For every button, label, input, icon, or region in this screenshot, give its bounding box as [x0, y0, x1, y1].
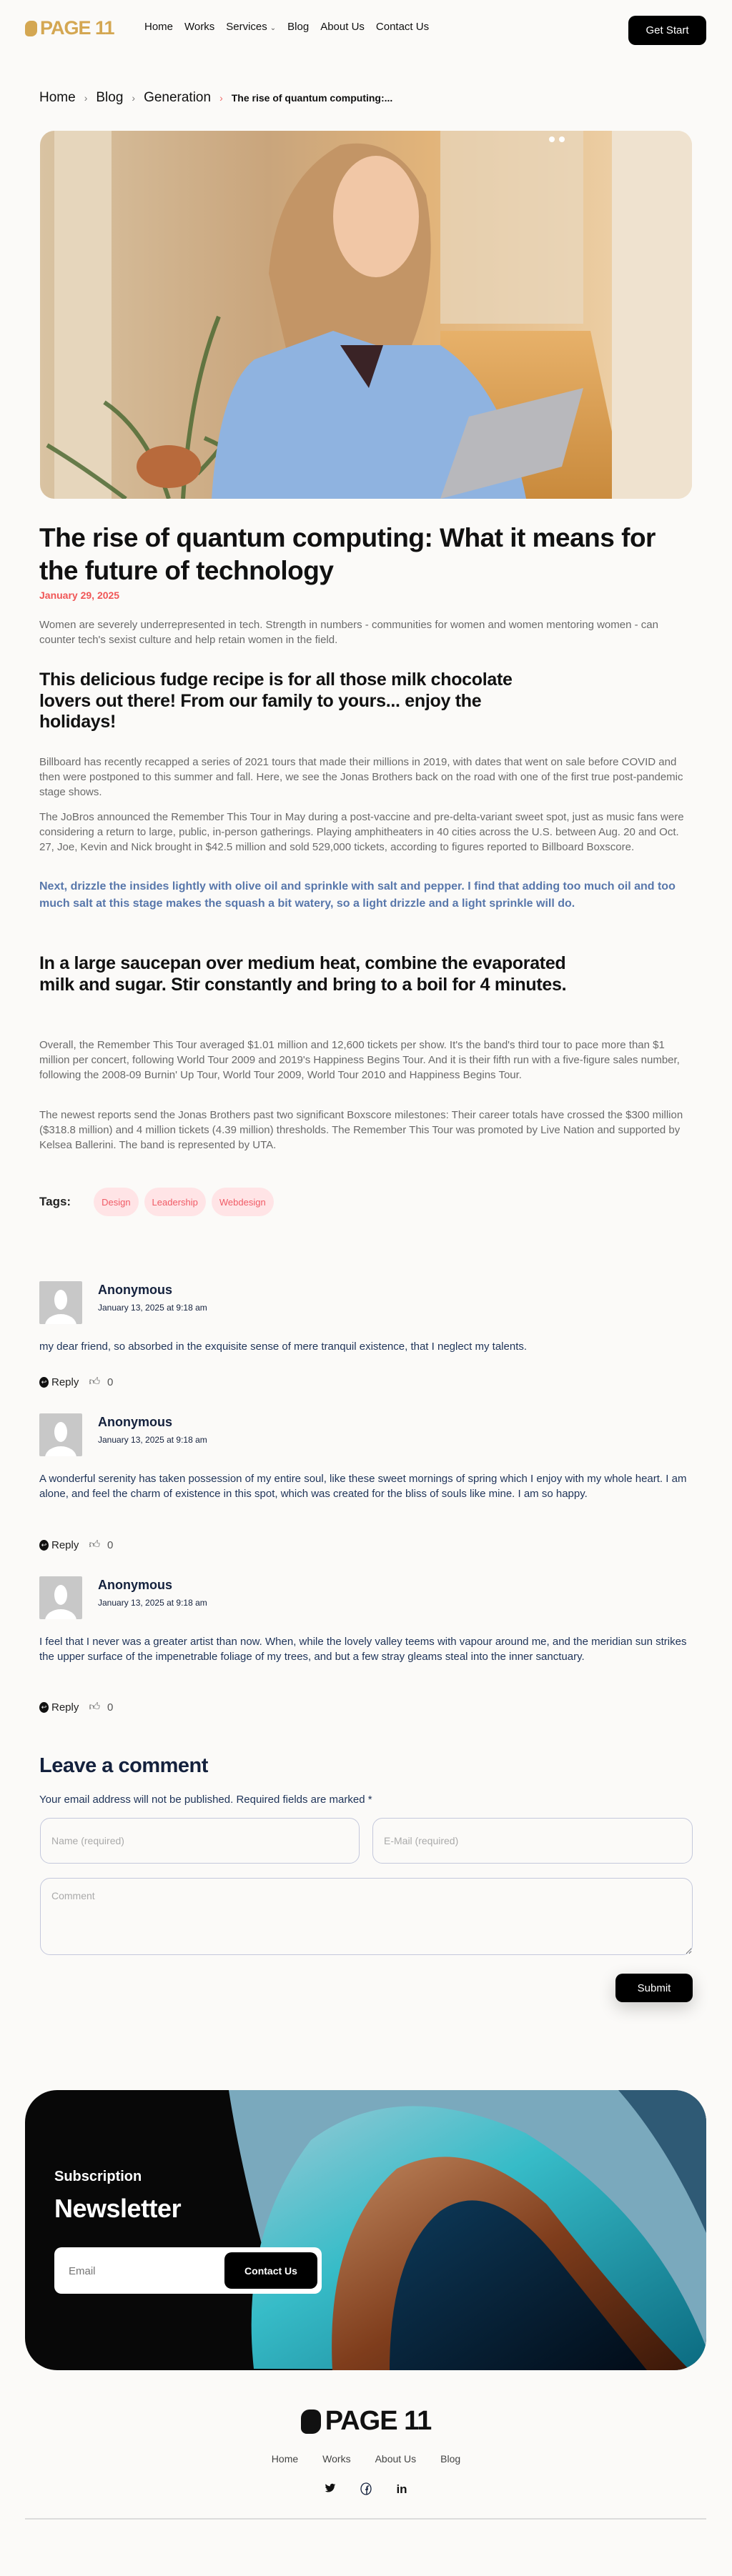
reply-icon: ↩: [39, 1377, 49, 1388]
comment-text: I feel that I never was a greater artist than now. When, while the lovely valley teems with vapour around me, and the meridian sun strikes the upper surface of the impenetrable foliage of my trees, and but a few stray gleams steal into the inner sanctuary.: [39, 1636, 687, 1663]
avatar: [39, 1576, 82, 1619]
article-heading-2: In a large saucepan over medium heat, combine the evaporated milk and sugar. Stir constantly and bring to a boil for 4 minutes.: [39, 953, 567, 995]
submit-button[interactable]: Submit: [615, 1974, 693, 2002]
nav-home[interactable]: Home: [144, 21, 174, 33]
tags: [39, 1188, 274, 1216]
footer-logo[interactable]: PAGE 11: [0, 2406, 732, 2437]
social-links: [0, 2482, 732, 2499]
article-paragraph: Billboard has recently recapped a series of 2021 tours that made their millions in 2019, with dates that went on sale before COVID and then were postponed to this summer and fall. Here, we see the Jonas Brothers back on the road with one of the first true post-pandemic stage shows.: [39, 756, 683, 798]
thumbs-up-icon: 👍︎: [89, 1376, 101, 1388]
footer-nav-home[interactable]: Home: [271, 2453, 299, 2465]
email-input[interactable]: [372, 1818, 693, 1864]
newsletter-form: [54, 2247, 322, 2294]
nav-blog[interactable]: Blog: [287, 21, 310, 33]
like-button[interactable]: 👍︎ 0: [89, 1376, 114, 1388]
comment-actions: [39, 1538, 113, 1551]
chevron-down-icon: ⌄: [269, 24, 277, 32]
article-paragraph: The newest reports send the Jonas Brothers past two significant Boxscore milestones: Their career totals have crossed the $300 million ($318.8 million) and 4 million tickets (4.39 million) thresholds. The Remember This Tour was promoted by Live Nation and supported by Kelsea Ballerini. The band is represented by UTA.: [39, 1109, 683, 1151]
chevron-right-icon: ›: [132, 92, 136, 104]
comment-text: my dear friend, so absorbed in the exquisite sense of mere tranquil existence, that I neglect my talents.: [39, 1341, 528, 1353]
newsletter-section: [25, 2090, 706, 2370]
tag-webdesign[interactable]: Webdesign: [212, 1188, 274, 1216]
article-paragraph: Overall, the Remember This Tour averaged $1.01 million and 12,600 tickets per show. It's the band's third tour to pace more than $1 million per concert, following World Tour 2009 and 2019's Happiness Begins Tour. And it is their fifth run with a five-figure sales number, following the 2008-09 Burnin' Up Tour, World Tour 2009, World Tour 2010 and Happiness Begins Tour.: [39, 1039, 680, 1081]
article-paragraph: The JoBros announced the Remember This Tour in May during a post-vaccine and pre-delta-variant sweet spot, just as music fans were considering a return to large, public, in-person gatherings. Playing amphitheaters in 40 cities across the U.S. between Aug. 20 and Oct. 27, Joe, Kevin and Nick brought in $42.5 million and sold 529,000 tickets, according to figures reported to Billboard Boxscore.: [39, 811, 684, 853]
facebook-icon[interactable]: [360, 2482, 372, 2499]
name-input[interactable]: [40, 1818, 360, 1864]
abstract-waves-image: [25, 2090, 706, 2370]
comment-author: Anonymous: [98, 1283, 173, 1297]
thumbs-up-icon: 👍︎: [89, 1538, 101, 1551]
slider-dot[interactable]: [559, 136, 565, 142]
nav-contact[interactable]: Contact Us: [375, 21, 430, 33]
get-start-button[interactable]: Get Start: [628, 16, 706, 45]
footer-nav-about[interactable]: About Us: [375, 2453, 417, 2465]
reply-icon: ↩: [39, 1540, 49, 1551]
logo-mark-icon: [25, 21, 37, 36]
reply-icon: ↩: [39, 1702, 49, 1713]
comment-form-note: Your email address will not be published. Required fields are marked *: [39, 1794, 372, 1806]
avatar: [39, 1413, 82, 1456]
avatar: [39, 1281, 82, 1324]
reply-button[interactable]: ↩ Reply: [39, 1376, 79, 1388]
hero-image: [40, 131, 692, 499]
reply-button[interactable]: ↩ Reply: [39, 1701, 79, 1714]
header-logo[interactable]: PAGE 11: [25, 17, 114, 39]
article-title: The rise of quantum computing: What it means for the future of technology: [39, 523, 656, 585]
newsletter-email-input[interactable]: [69, 2262, 212, 2280]
linkedin-icon[interactable]: in: [396, 2482, 407, 2496]
comment-actions: [39, 1701, 113, 1714]
logo-mark-icon: [301, 2410, 321, 2434]
tag-design[interactable]: Design: [94, 1188, 138, 1216]
breadcrumb-current: The rise of quantum computing:...: [231, 92, 393, 104]
footer-nav: [0, 2453, 732, 2465]
slider-dots: [549, 136, 565, 142]
reply-button[interactable]: ↩ Reply: [39, 1539, 79, 1551]
leave-comment-title: Leave a comment: [39, 1754, 208, 1777]
breadcrumb: [39, 90, 392, 106]
article-date: January 29, 2025: [39, 590, 120, 601]
comment-date: January 13, 2025 at 9:18 am: [98, 1303, 207, 1313]
breadcrumb-blog[interactable]: Blog: [96, 90, 124, 105]
slider-dot[interactable]: [549, 136, 555, 142]
comment-date: January 13, 2025 at 9:18 am: [98, 1435, 207, 1445]
comment-author: Anonymous: [98, 1578, 173, 1592]
tags-label: Tags:: [39, 1195, 71, 1208]
comment-author: Anonymous: [98, 1415, 173, 1429]
footer-nav-works[interactable]: Works: [322, 2453, 351, 2465]
main-nav: [144, 21, 429, 33]
nav-about[interactable]: About Us: [320, 21, 365, 33]
like-button[interactable]: 👍︎ 0: [89, 1538, 114, 1551]
comment-date: January 13, 2025 at 9:18 am: [98, 1598, 207, 1608]
comment-actions: [39, 1376, 113, 1388]
article-intro: Women are severely underrepresented in tech. Strength in numbers - communities for women and women mentoring women - can counter tech's sexist culture and help retain women in the field.: [39, 619, 658, 646]
article-heading-1: This delicious fudge recipe is for all those milk chocolate lovers out there! From our family to yours... enjoy the holidays!: [39, 670, 513, 732]
footer-nav-blog[interactable]: Blog: [440, 2453, 461, 2465]
thumbs-up-icon: 👍︎: [89, 1701, 101, 1713]
twitter-icon[interactable]: [325, 2482, 336, 2499]
comment-textarea[interactable]: [40, 1878, 693, 1955]
tag-leadership[interactable]: Leadership: [144, 1188, 206, 1216]
chevron-right-icon: ›: [84, 92, 88, 104]
chevron-right-icon: ›: [219, 92, 223, 104]
like-button[interactable]: 👍︎ 0: [89, 1701, 114, 1714]
hero-photo: [40, 131, 692, 499]
footer-divider: [25, 2518, 706, 2520]
breadcrumb-home[interactable]: Home: [39, 90, 76, 105]
nav-works[interactable]: Works: [184, 21, 215, 33]
newsletter-contact-button[interactable]: Contact Us: [224, 2252, 317, 2289]
breadcrumb-generation[interactable]: Generation: [144, 90, 212, 105]
newsletter-title: Newsletter: [54, 2194, 182, 2223]
comment-text: A wonderful serenity has taken possession of my entire soul, like these sweet mornings of spring which I enjoy with my whole heart. I am alone, and feel the charm of existence in this spot, which was created for the bliss of souls like mine. I am so happy.: [39, 1473, 687, 1500]
article-highlight: Next, drizzle the insides lightly with olive oil and sprinkle with salt and pepper. I find that adding too much oil and too much salt at this stage makes the squash a bit watery, so a light drizzle and a light sprinkle will do.: [39, 880, 676, 910]
newsletter-kicker: Subscription: [54, 2169, 142, 2184]
nav-services[interactable]: Services ⌄: [226, 21, 277, 33]
